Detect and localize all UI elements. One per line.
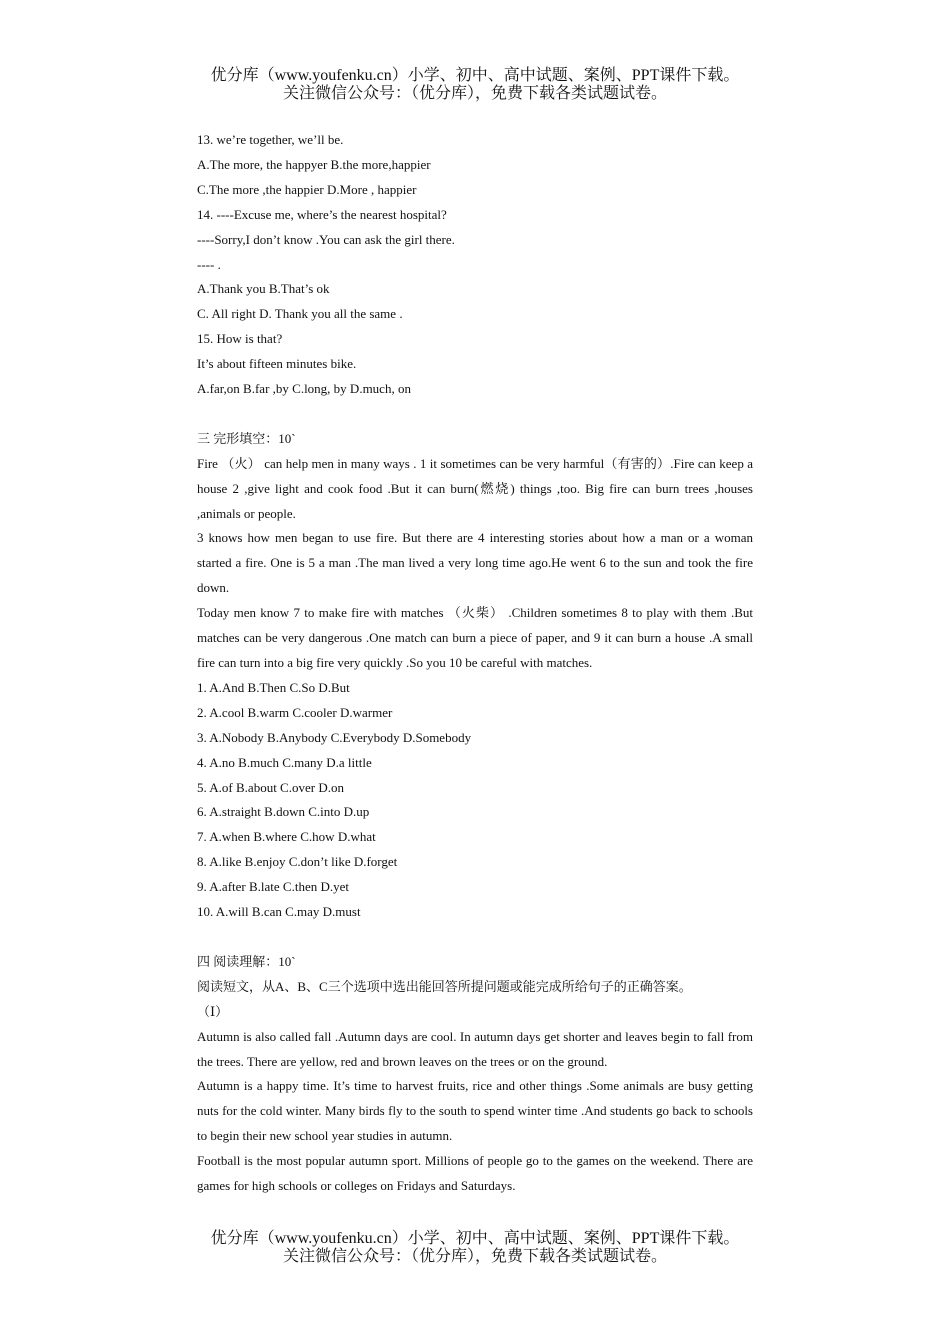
cloze-paragraph-3: Today men know 7 to make fire with matches （火柴） .Children sometimes 8 to play with them .But matches can be very dangerous .One match can burn a piece of paper, and 9 it can burn a house .A small fire can turn into a big fire very quickly .So you 10 be careful with matches. [197, 605, 753, 671]
q14-options-ab: A.Thank you B.That’s ok [197, 281, 330, 297]
q14-dialogue-3: ---- . [197, 256, 221, 272]
cloze-option-10: 10. A.will B.can C.may D.must [197, 904, 361, 920]
cloze-option-8: 8. A.like B.enjoy C.don’t like D.forget [197, 854, 398, 870]
cloze-paragraph-1: Fire （火） can help men in many ways . 1 it sometimes can be very harmful（有害的）.Fire can keep a house 2 ,give light and cook food .But it can burn(燃烧) things ,too. Big fire can burn trees ,houses ,animals or people. [197, 455, 753, 521]
q13-options-cd: C.The more ,the happier D.More , happier [197, 181, 417, 197]
page-header [0, 67, 950, 103]
section4-title: 四 阅读理解：10` [197, 953, 296, 969]
cloze-option-2: 2. A.cool B.warm C.cooler D.warmer [197, 704, 393, 720]
document-body [197, 128, 753, 1199]
section-gap [197, 402, 753, 427]
reading-instruction: 阅读短文，从A、B、C三个选项中选出能回答所提问题或能完成所给句子的正确答案。 [197, 978, 692, 994]
cloze-option-4: 4. A.no B.much C.many D.a little [197, 754, 372, 770]
q15-stem: 15. How is that? [197, 331, 283, 347]
cloze-option-6: 6. A.straight B.down C.into D.up [197, 804, 370, 820]
footer-line-1: 优分库（www.youfenku.cn）小学、初中、高中试题、案例、PPT课件下载。 [210, 1230, 740, 1247]
q15-line-2: It’s about fifteen minutes bike. [197, 356, 357, 372]
page-footer [0, 1230, 950, 1266]
cloze-option-5: 5. A.of B.about C.over D.on [197, 779, 344, 795]
header-line-1: 优分库（www.youfenku.cn）小学、初中、高中试题、案例、PPT课件下载。 [210, 67, 740, 84]
section-gap [197, 925, 753, 950]
q15-options: A.far,on B.far ,by C.long, by D.much, on [197, 381, 411, 397]
passage-label: （Ⅰ） [197, 1003, 229, 1019]
reading-paragraph-3: Football is the most popular autumn sport. Millions of people go to the games on the weekend. There are games for high schools or colleges on Fridays and Saturdays. [197, 1153, 753, 1194]
section3-title: 三 完形填空：10` [197, 430, 296, 446]
footer-line-2: 关注微信公众号：（优分库），免费下载各类试题试卷。 [282, 1248, 667, 1265]
cloze-paragraph-2: 3 knows how men began to use fire. But there are 4 interesting stories about how a man or a woman started a fire. One is 5 a man .The man lived a very long time ago.He went 6 to the sun and took the fire down. [197, 530, 753, 596]
reading-paragraph-1: Autumn is also called fall .Autumn days are cool. In autumn days get shorter and leaves begin to fall from the trees. There are yellow, red and brown leaves on the trees or on the ground. [197, 1028, 753, 1069]
q14-dialogue-2: ----Sorry,I don’t know .You can ask the girl there. [197, 231, 455, 247]
reading-paragraph-2: Autumn is a happy time. It’s time to harvest fruits, rice and other things .Some animals are busy getting nuts for the cold winter. Many birds fly to the south to spend winter time .And students go back to schools to begin their new school year studies in autumn. [197, 1078, 753, 1144]
q14-options-cd: C. All right D. Thank you all the same . [197, 306, 403, 322]
q13-options-ab: A.The more, the happyer B.the more,happier [197, 156, 431, 172]
cloze-option-9: 9. A.after B.late C.then D.yet [197, 879, 349, 895]
cloze-option-3: 3. A.Nobody B.Anybody C.Everybody D.Somebody [197, 729, 472, 745]
q14-stem: 14. ----Excuse me, where’s the nearest hospital? [197, 206, 447, 222]
cloze-option-7: 7. A.when B.where C.how D.what [197, 829, 376, 845]
q13-stem: 13. we’re together, we’ll be. [197, 132, 344, 147]
header-line-2: 关注微信公众号：（优分库），免费下载各类试题试卷。 [282, 85, 667, 102]
cloze-option-1: 1. A.And B.Then C.So D.But [197, 679, 350, 695]
